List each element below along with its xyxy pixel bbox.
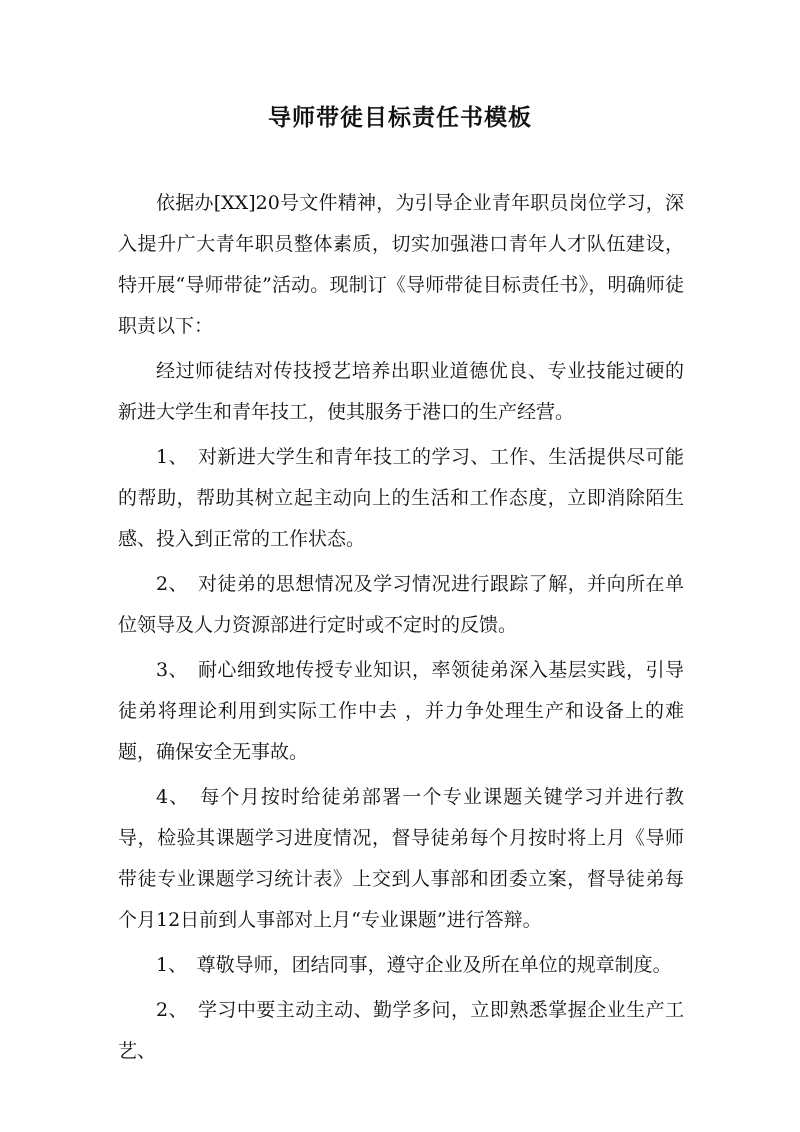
document-body (118, 183, 684, 1072)
paragraph-mentor-duty-3: 3、 耐心细致地传授专业知识，率领徒弟深入基层实践，引导徒弟将理论利用到实际工作中去 ，并力争处理生产和设备上的难题，确保安全无事故。 (118, 659, 684, 763)
paragraph-mentor-duty-1: 1、 对新进大学生和青年技工的学习、工作、生活提供尽可能的帮助，帮助其树立起主动向上的生活和工作态度，立即消除陌生感、投入到正常的工作状态。 (118, 446, 684, 550)
document-title: 导师带徒目标责任书模板 (268, 104, 532, 131)
paragraph-apprentice-duty-1: 1、 尊敬导师，团结同事，遵守企业及所在单位的规章制度。 (156, 954, 672, 976)
paragraph-apprentice-duty-2: 2、 学习中要主动主动、勤学多问，立即熟悉掌握企业生产工艺、 (118, 999, 684, 1062)
paragraph-mentor-duty-2: 2、 对徒弟的思想情况及学习情况进行跟踪了解，并向所在单位领导及人力资源部进行定时或不定时的反馈。 (118, 573, 684, 636)
paragraph-intro: 依据办[XX]20号文件精神，为引导企业青年职员岗位学习，深入提升广大青年职员整体素质，切实加强港口青年人才队伍建设，特开展“导师带徒”活动。现制订《导师带徒目标责任书》，明确师徒职责以下： (118, 192, 684, 337)
paragraph-mentor-duty-4: 4、 每个月按时给徒弟部署一个专业课题关键学习并进行教导，检验其课题学习进度情况，督导徒弟每个月按时将上月《导师带徒专业课题学习统计表》上交到人事部和团委立案，督导徒弟每个月12日前到人事部对上月“专业课题”进行答辩。 (118, 786, 684, 931)
paragraph-goal: 经过师徒结对传技授艺培养出职业道德优良、专业技能过硬的新进大学生和青年技工，使其服务于港口的生产经营。 (118, 360, 684, 423)
